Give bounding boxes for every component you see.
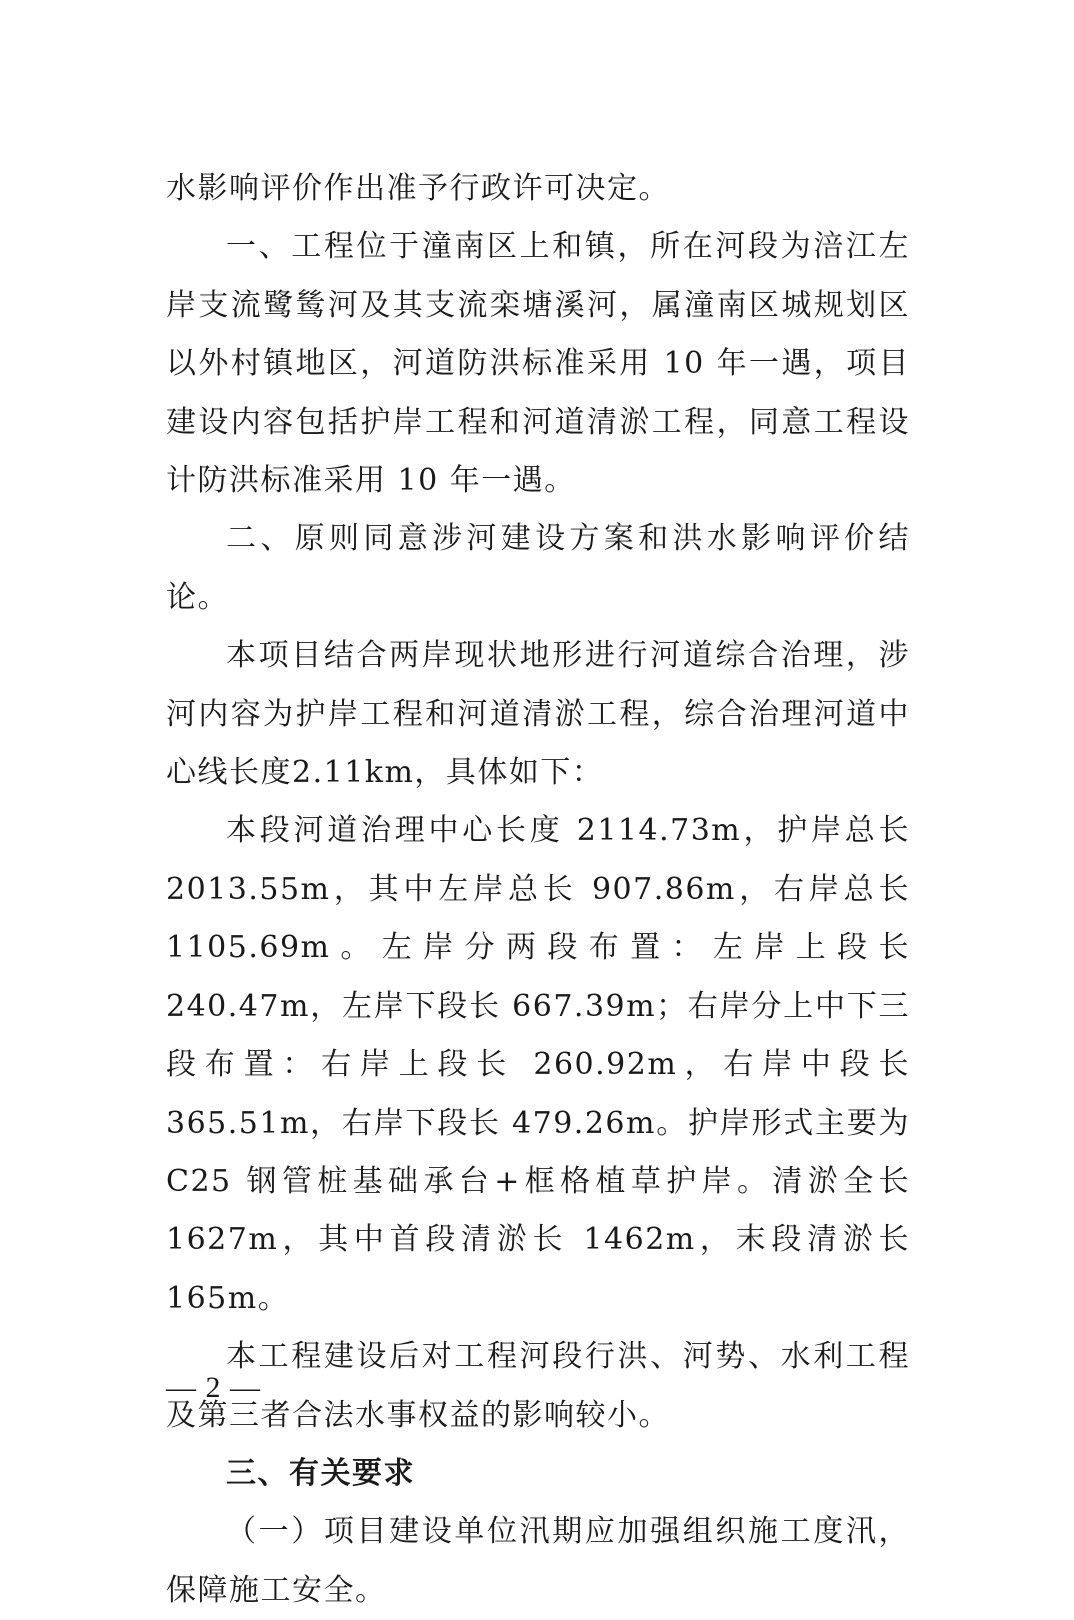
paragraph-impact-assessment: 本工程建设后对工程河段行洪、河势、水利工程及第三者合法水事权益的影响较小。 (166, 1339, 910, 1433)
paragraph-continuation: 水影响评价作出准予行政许可决定。 (166, 171, 670, 206)
paragraph-section-two: 二、原则同意涉河建设方案和洪水影响评价结论。 (166, 521, 910, 615)
paragraph-requirement-one: （一）项目建设单位汛期应加强组织施工度汛，保障施工安全。 (166, 1514, 910, 1608)
page-number: — 2 — (166, 1371, 261, 1404)
section-three-heading: 三、有关要求 (226, 1455, 415, 1491)
paragraph-project-overview: 本项目结合两岸现状地形进行河道综合治理，涉河内容为护岸工程和河道清淤工程，综合治理河道中心线长度2.11km，具体如下： (166, 638, 910, 791)
paragraph-section-one: 一、工程位于潼南区上和镇，所在河段为涪江左岸支流鹭鸶河及其支流栾塘溪河，属潼南区城规划区以外村镇地区，河道防洪标准采用 10 年一遇，项目建设内容包括护岸工程和河道清淤工程，同意工程设计防洪标准采用 10 年一遇。 (166, 229, 910, 499)
paragraph-project-details: 本段河道治理中心长度 2114.73m，护岸总长 2013.55m，其中左岸总长 907.86m，右岸总长 1105.69m。左岸分两段布置：左岸上段长 240.47m，左岸下段长 667.39m；右岸分上中下三段布置：右岸上段长 260.92m，右岸中段长 365.51m，右岸下段长 479.26m。护岸形式主要为 C25 钢管桩基础承台+框格植草护岸。清淤全长 1627m，其中首段清淤长 1462m，末段清淤长 165m。 (166, 813, 910, 1316)
document-body (166, 160, 910, 1620)
